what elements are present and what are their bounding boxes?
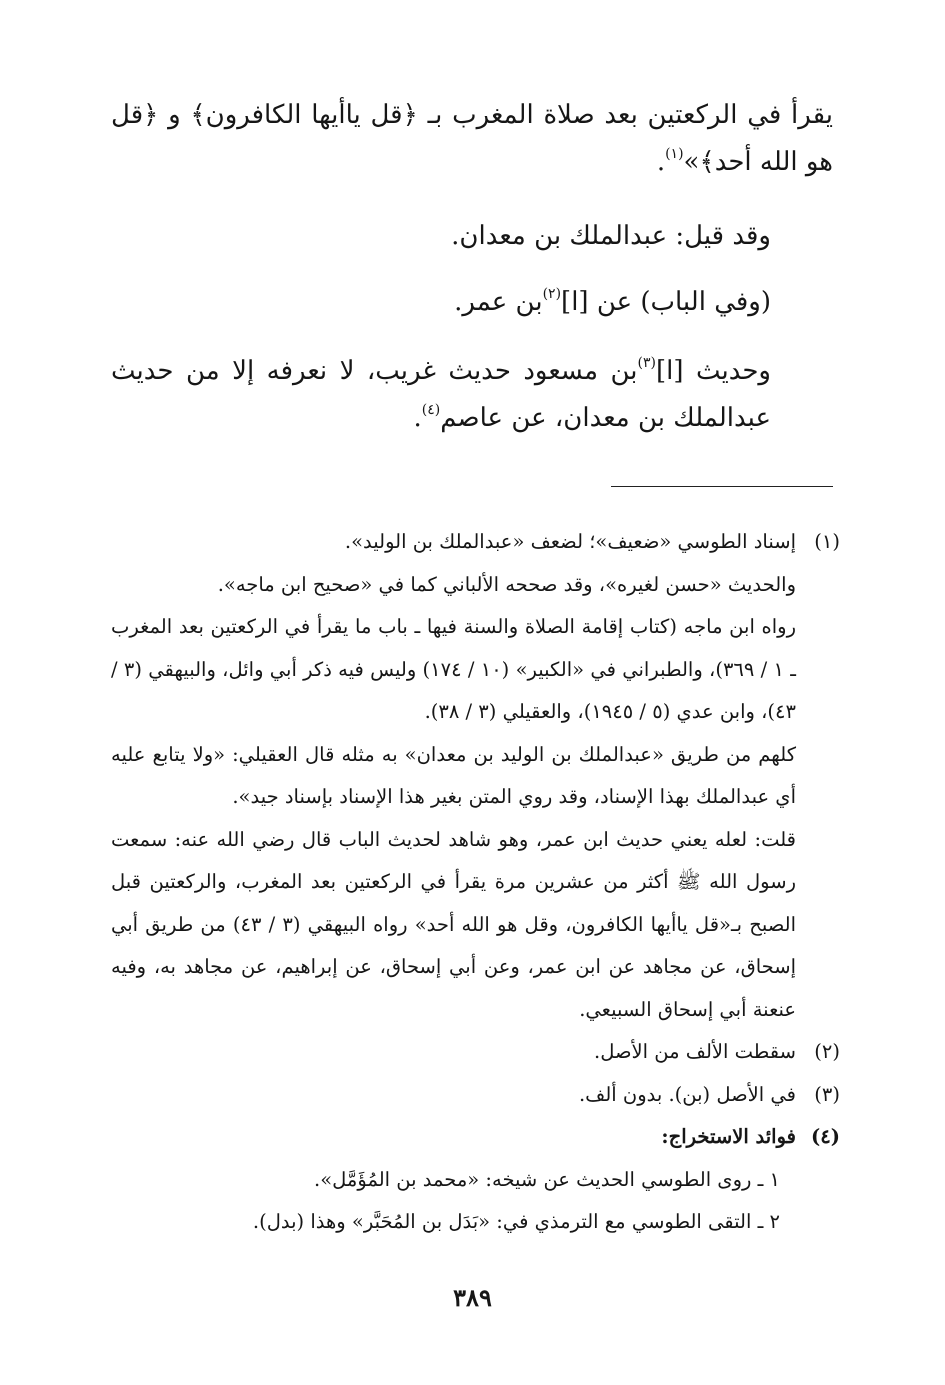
footnote-3 (111, 1074, 840, 1117)
main-paragraph-1-end: . (656, 147, 666, 177)
footnote-1-body (111, 521, 796, 1031)
footnote-ref-4[interactable]: (٤) (421, 402, 441, 418)
main-paragraph-1-text: يقرأ في الركعتين بعد صلاة المغرب بـ ﴿قل ياأيها الكافرون﴾ و ﴿قل هو الله أحد﴾» (111, 100, 833, 177)
footnote-4-body (111, 1116, 796, 1159)
main-paragraph-3-text-b: بن عمر. (454, 287, 543, 317)
footnote-number-2: (٢) (814, 1040, 840, 1063)
footnote-2 (111, 1031, 840, 1074)
page-number: ٣٨٩ (453, 1283, 492, 1312)
main-text (111, 92, 833, 442)
main-paragraph-3 (111, 279, 833, 326)
footnote-ref-1[interactable]: (١) (665, 146, 684, 162)
main-paragraph-4-end: . (413, 403, 422, 433)
main-paragraph-2: وقد قيل: عبدالملك بن معدان. (451, 221, 771, 251)
footnote-number-3: (٣) (814, 1082, 840, 1106)
footnote-4 (111, 1116, 840, 1159)
footnote-number-1: (١) (814, 530, 840, 553)
footnote-3-text: في الأصل (بن). بدون ألف. (578, 1082, 796, 1106)
main-paragraph-1 (111, 92, 833, 186)
footnote-1-para-1: إسناد الطوسي «ضعيف»؛ لضعف «عبدالملك بن الوليد». (344, 530, 796, 553)
footnote-4-list (111, 1159, 840, 1244)
footnote-2-text: سقطت الألف من الأصل. (594, 1040, 796, 1063)
footnote-4-item-1: ١ ـ روى الطوسي الحديث عن شيخه: «محمد بن المُؤَمَّل». (314, 1167, 780, 1191)
footnote-number-4: (٤) (811, 1125, 840, 1148)
main-paragraph-4-text-a: وحديث [ا] (655, 356, 771, 386)
footnotes (111, 521, 840, 1244)
footnote-4-item-2: ٢ ـ التقى الطوسي مع الترمذي في: «بَدَل بن المُحَبَّر» وهذا (بدل). (252, 1210, 780, 1233)
footnote-1 (111, 521, 840, 1031)
main-paragraph-3-text-a: (وفي الباب) عن [ا] (561, 287, 771, 317)
footnote-1-para-5: قلت: لعله يعني حديث ابن عمر، وهو شاهد لحديث الباب قال رضي الله عنه: سمعت رسول الله ﷺ أكثر من عشرين مرة يقرأ في الركعتين بعد المغرب، والركعتين قبل الصبح بـ«قل ياأيها الكافرون، وقل هو الله أحد» رواه البيهقي (٣ / ٤٣) من طريق أبي إسحاق، عن مجاهد عن ابن عمر، وعن أبي إسحاق، عن إبراهيم، عن مجاهد به، وفيه عنعنة أبي إسحاق السبيعي. (111, 827, 797, 1021)
main-paragraph-4 (111, 348, 833, 442)
footnote-ref-3[interactable]: (٣) (637, 355, 656, 371)
footnote-separator (611, 486, 833, 487)
footnote-1-para-3: رواه ابن ماجه (كتاب إقامة الصلاة والسنة فيها ـ باب ما يقرأ في الركعتين بعد المغرب ـ ١ / ٣٦٩)، والطبراني في «الكبير» (١٠ / ١٧٤) وليس فيه ذكر أبي وائل، والبيهقي (٣ / ٤٣)، وابن عدي (٥ / ١٩٤٥)، والعقيلي (٣ / ٣٨). (111, 615, 796, 723)
footnote-1-para-4: كلهم من طريق «عبدالملك بن الوليد بن معدان» به مثله قال العقيلي: «ولا يتابع عليه أي عبدالملك بهذا الإسناد، وقد روي المتن بغير هذا الإسناد بإسناد جيد». (111, 742, 796, 808)
footnote-1-para-2: والحديث «حسن لغيره»، وقد صححه الألباني كما في «صحيح ابن ماجه». (217, 572, 796, 596)
footnote-ref-2[interactable]: (٢) (542, 286, 562, 302)
footnote-4-title: فوائد الاستخراج: (661, 1125, 796, 1148)
main-paragraph-4-text-b: بن مسعود حديث غريب، لا نعرفه إلا من حديث عبدالملك بن معدان، عن عاصم (111, 356, 771, 433)
